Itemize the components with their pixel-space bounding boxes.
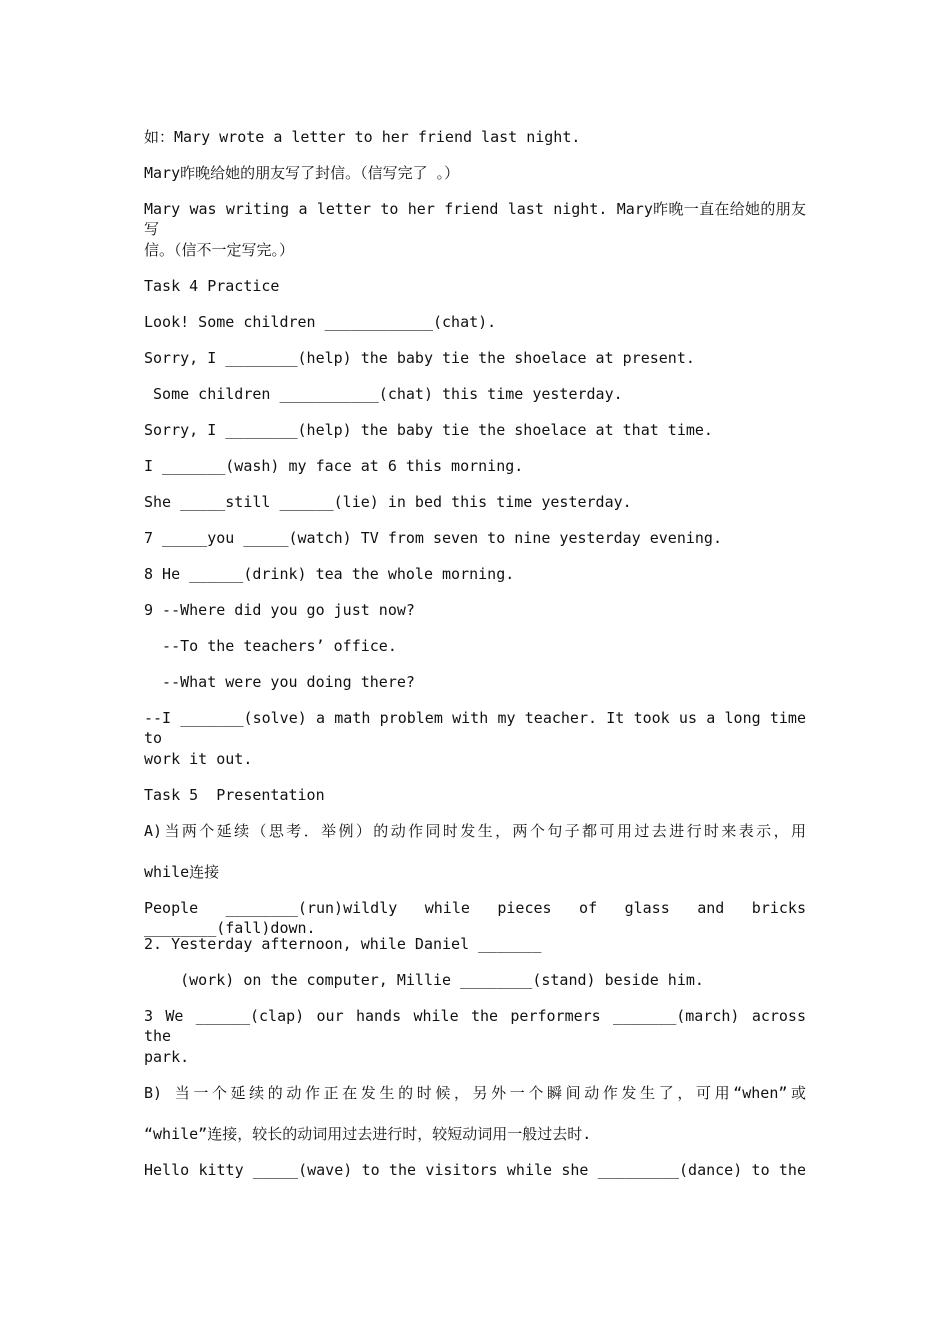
dialogue-line: --I _______(solve) a math problem with my teacher. It took us a long time to <box>144 709 806 747</box>
exercise-line: 3 We ______(clap) our hands while the performers _______(march) across the <box>144 1007 806 1045</box>
dialogue-line: --What were you doing there? <box>144 673 415 691</box>
exercise-line: I _______(wash) my face at 6 this morning. <box>144 457 524 475</box>
dialogue-line-continued: work it out. <box>144 750 253 768</box>
exercise-line: 7 _____you _____(watch) TV from seven to nine yesterday evening. <box>144 529 722 547</box>
dialogue-line: 9 --Where did you go just now? <box>144 601 415 619</box>
exercise-line-continued: park. <box>144 1048 190 1066</box>
rule-b-line-continued: “while”连接，较长的动词用过去进行时，较短动词用一般过去时. <box>144 1125 592 1143</box>
rule-a-line-continued: while连接 <box>144 863 220 881</box>
exercise-line: Look! Some children ____________(chat). <box>144 313 497 331</box>
exercise-line: People ________(run)wildly while pieces of glass and bricks ________(fall)down. <box>144 899 806 937</box>
example-progressive-note: 信。（信不一定写完。） <box>144 241 295 259</box>
dialogue-line: --To the teachers’ office. <box>144 637 397 655</box>
exercise-line: 8 He ______(drink) tea the whole morning. <box>144 565 515 583</box>
example-translation-line: Mary昨晚给她的朋友写了封信。（信写完了 。） <box>144 164 460 182</box>
example-sentence-line: 如：Mary wrote a letter to her friend last night. <box>144 128 581 146</box>
rule-a-line: A)当两个延续（思考．举例）的动作同时发生，两个句子都可用过去进行时来表示，用 <box>144 822 806 840</box>
rule-b-line: B) 当一个延续的动作正在发生的时候，另外一个瞬间动作发生了，可用“when”或 <box>144 1084 806 1102</box>
exercise-line: She _____still ______(lie) in bed this time yesterday. <box>144 493 632 511</box>
exercise-line: Hello kitty _____(wave) to the visitors while she _________(dance) to the <box>144 1161 806 1179</box>
exercise-line: 2. Yesterday afternoon, while Daniel _______ <box>144 935 542 953</box>
exercise-line: Some children ___________(chat) this time yesterday. <box>144 385 623 403</box>
example-progressive-line: Mary was writing a letter to her friend last night. Mary昨晚一直在给她的朋友写 <box>144 200 806 238</box>
exercise-line-continued: (work) on the computer, Millie ________(stand) beside him. <box>144 971 704 989</box>
exercise-line: Sorry, I ________(help) the baby tie the shoelace at present. <box>144 349 695 367</box>
task4-heading: Task 4 Practice <box>144 277 280 295</box>
exercise-line: Sorry, I ________(help) the baby tie the shoelace at that time. <box>144 421 713 439</box>
task5-heading: Task 5 Presentation <box>144 786 325 804</box>
